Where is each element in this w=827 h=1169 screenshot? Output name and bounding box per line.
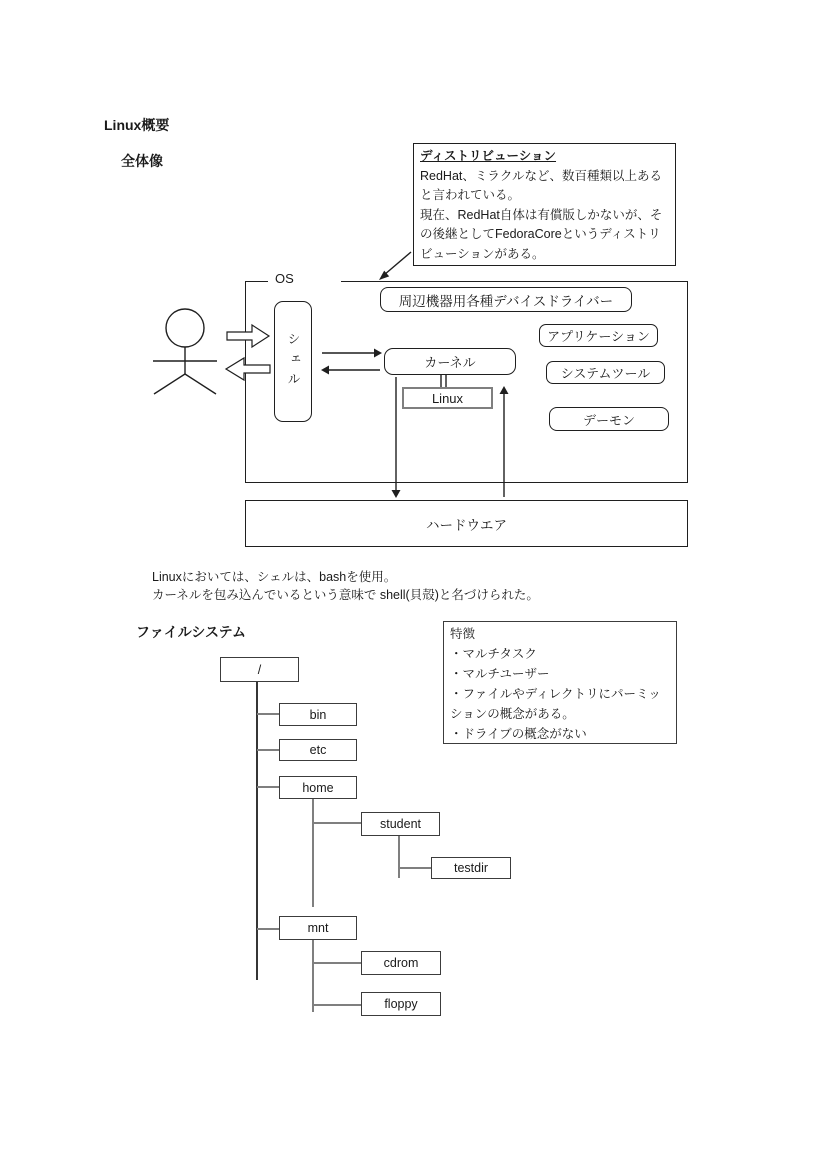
shell-box — [274, 301, 312, 422]
tree-node-floppy — [361, 992, 441, 1016]
tree-node-home — [279, 776, 357, 799]
distribution-callout-para1: RedHat、ミラクルなど、数百種類以上あると言われている。 — [420, 168, 663, 202]
stick-figure-head — [166, 309, 204, 347]
features-item-permission: ・ファイルやディレクトリにパーミッションの概念がある。 — [450, 687, 661, 721]
tree-node-bin-label: bin — [309, 707, 327, 722]
callout-pointer-arrow — [384, 252, 411, 275]
os-label: OS — [268, 271, 341, 285]
tree-node-root-label: / — [257, 662, 262, 677]
daemon-label: デーモン — [582, 412, 635, 428]
shell-label: シェル — [285, 331, 301, 392]
tree-node-mnt — [279, 916, 357, 940]
tree-node-bin — [279, 703, 357, 726]
tree-node-root — [220, 657, 299, 682]
tree-node-floppy-label: floppy — [384, 997, 418, 1011]
kernel-label: カーネル — [424, 355, 476, 370]
tree-node-etc-label: etc — [309, 743, 327, 757]
tree-node-testdir-label: testdir — [453, 861, 489, 875]
features-title: 特徴 — [450, 627, 476, 641]
tree-node-cdrom-label: cdrom — [383, 956, 419, 970]
tree-node-home-label: home — [302, 780, 334, 795]
tree-node-etc — [279, 739, 357, 761]
shell-note-line2: カーネルを包み込んでいるという意味で shell(貝殻)と名づけられた。 — [152, 588, 539, 602]
application-box — [539, 324, 658, 347]
system-tools-label: システムツール — [560, 366, 651, 381]
device-driver-box — [380, 287, 632, 312]
device-driver-label: 周辺機器用各種デバイスドライバー — [398, 293, 614, 309]
user-to-shell-block-arrow — [227, 325, 269, 347]
tree-node-testdir — [431, 857, 511, 879]
hardware-label: ハードウエア — [426, 517, 507, 533]
features-item-multitask: ・マルチタスク — [450, 647, 537, 661]
shell-note-line1: Linuxにおいては、シェルは、bashを使用。 — [152, 570, 397, 584]
distribution-callout-title: ディストリビューション — [420, 149, 557, 163]
application-label: アプリケーション — [547, 329, 650, 344]
system-tools-box — [546, 361, 665, 384]
tree-node-student — [361, 812, 440, 836]
kernel-box — [384, 348, 516, 375]
linux-label: Linux — [431, 390, 464, 406]
features-callout — [443, 621, 677, 744]
tree-node-mnt-label: mnt — [307, 921, 329, 935]
features-item-multiuser: ・マルチユーザー — [450, 667, 550, 681]
daemon-box — [549, 407, 669, 431]
tree-node-cdrom — [361, 951, 441, 975]
user-stick-figure — [153, 309, 217, 394]
section-overview-heading: 全体像 — [121, 153, 163, 169]
distribution-callout-para2: 現在、RedHat自体は有償版しかないが、その後継としてFedoraCoreというディストリビューションがある。 — [420, 207, 663, 261]
section-filesystem-heading: ファイルシステム — [136, 624, 246, 640]
features-item-nodrive: ・ドライブの概念がない — [450, 727, 587, 741]
linux-box — [402, 387, 493, 409]
shell-to-user-block-arrow — [226, 358, 270, 380]
tree-node-student-label: student — [379, 817, 421, 831]
page-title: Linux概要 — [104, 117, 170, 133]
